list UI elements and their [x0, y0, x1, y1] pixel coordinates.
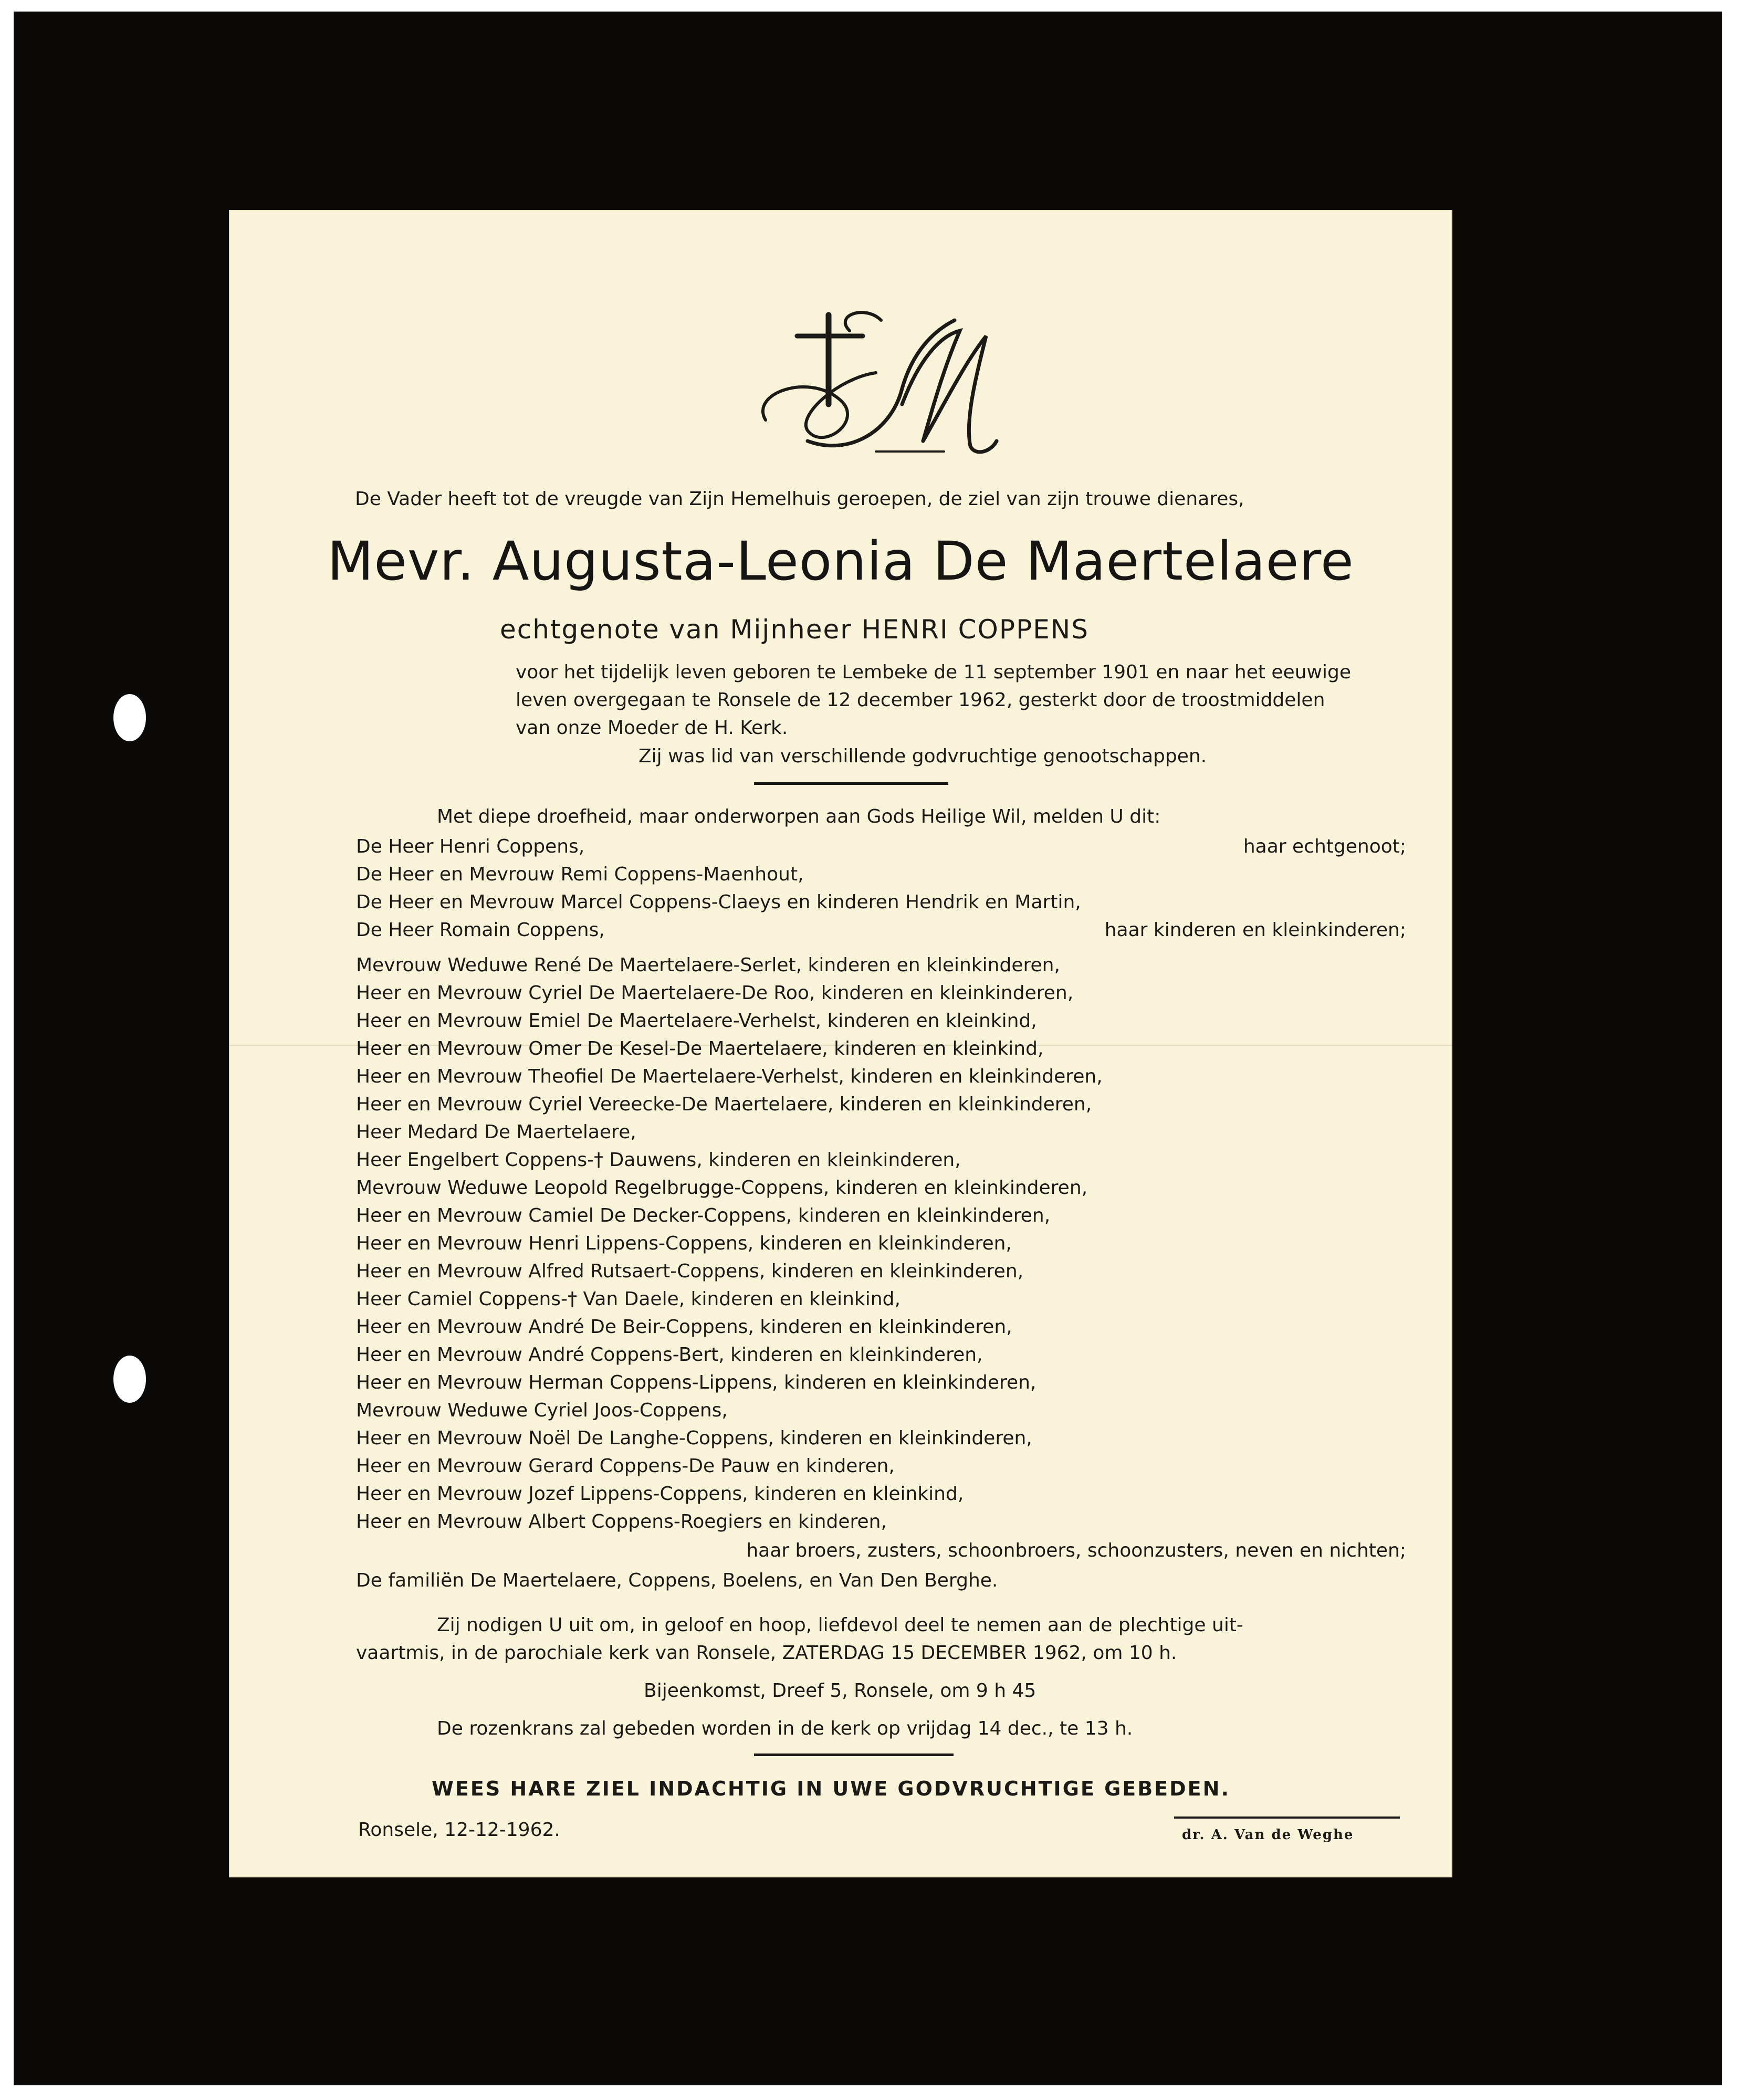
punch-hole-bottom [113, 1356, 146, 1403]
families-line: De familiën De Maertelaere, Coppens, Boelens, en Van Den Berghe. [356, 1570, 998, 1591]
invitation-line: Zij nodigen U uit om, in geloof en hoop, liefdevol deel te nemen aan de plechtige uit- [437, 1614, 1243, 1636]
relative-line: Heer Camiel Coppens-† Van Daele, kinderen en kleinkind, [356, 1288, 901, 1310]
relative-line: Heer en Mevrouw André Coppens-Bert, kinderen en kleinkinderen, [356, 1344, 983, 1366]
death-notice-card [229, 210, 1452, 1877]
relative-line: Heer en Mevrouw André De Beir-Coppens, kinderen en kleinkinderen, [356, 1316, 1012, 1338]
relative-line: Heer en Mevrouw Alfred Rutsaert-Coppens, kinderen en kleinkinderen, [356, 1261, 1024, 1282]
bio-line: leven overgegaan te Ronsele de 12 december 1962, gesterkt door de troostmiddelen [516, 689, 1325, 711]
relatives-role: haar broers, zusters, schoonbroers, schoonzusters, neven en nichten; [746, 1540, 1406, 1561]
relative-line: Heer Engelbert Coppens-† Dauwens, kinderen en kleinkinderen, [356, 1149, 961, 1171]
relative-line: Heer en Mevrouw Noël De Langhe-Coppens, kinderen en kleinkinderen, [356, 1427, 1032, 1449]
membership-line: Zij was lid van verschillende godvruchtige genootschappen. [638, 746, 1207, 767]
intro-line: De Vader heeft tot de vreugde van Zijn Hemelhuis geroepen, de ziel van zijn trouwe dienares, [355, 488, 1244, 510]
husband-line [356, 836, 1406, 857]
printer-credit: dr. A. Van de Weghe [1182, 1827, 1354, 1843]
relative-line: Heer Medard De Maertelaere, [356, 1121, 636, 1143]
relative-line: Heer en Mevrouw Albert Coppens-Roegiers en kinderen, [356, 1511, 887, 1532]
bio-line: van onze Moeder de H. Kerk. [516, 717, 788, 739]
spouse-line: echtgenote van Mijnheer HENRI COPPENS [500, 614, 1089, 645]
deceased-name: Mevr. Augusta-Leonia De Maertelaere [327, 530, 1354, 593]
announcement-line: Met diepe droefheid, maar onderworpen aan Gods Heilige Wil, melden U dit: [437, 806, 1161, 827]
relative-line: Heer en Mevrouw Omer De Kesel-De Maertelaere, kinderen en kleinkind, [356, 1038, 1044, 1059]
child-line: De Heer en Mevrouw Marcel Coppens-Claeys en kinderen Hendrik en Martin, [356, 891, 1081, 913]
divider-rule [754, 1754, 954, 1756]
child-line [356, 919, 1406, 941]
bio-line: voor het tijdelijk leven geboren te Lembeke de 11 september 1901 en naar het eeuwige [516, 662, 1351, 683]
punch-hole-top [113, 694, 146, 741]
relative-line: Heer en Mevrouw Gerard Coppens-De Pauw en kinderen, [356, 1455, 895, 1477]
rosary-line: De rozenkrans zal gebeden worden in de kerk op vrijdag 14 dec., te 13 h. [437, 1718, 1133, 1739]
relative-line: Mevrouw Weduwe René De Maertelaere-Serlet, kinderen en kleinkinderen, [356, 954, 1060, 976]
cross-monogram-emblem [745, 299, 1007, 462]
child-name: De Heer Romain Coppens, [356, 919, 605, 941]
printer-rule [1174, 1816, 1400, 1819]
relative-line: Heer en Mevrouw Camiel De Decker-Coppens, kinderen en kleinkinderen, [356, 1205, 1051, 1226]
relative-line: Heer en Mevrouw Herman Coppens-Lippens, kinderen en kleinkinderen, [356, 1372, 1036, 1393]
invitation-line: vaartmis, in de parochiale kerk van Ronsele, ZATERDAG 15 DECEMBER 1962, om 10 h. [356, 1642, 1177, 1664]
relative-line: Heer en Mevrouw Cyriel Vereecke-De Maertelaere, kinderen en kleinkinderen, [356, 1094, 1092, 1115]
husband-name: De Heer Henri Coppens, [356, 836, 585, 857]
relative-line: Heer en Mevrouw Henri Lippens-Coppens, kinderen en kleinkinderen, [356, 1233, 1012, 1254]
child-line: De Heer en Mevrouw Remi Coppens-Maenhout, [356, 864, 804, 885]
relative-line: Mevrouw Weduwe Leopold Regelbrugge-Coppens, kinderen en kleinkinderen, [356, 1177, 1088, 1199]
relative-line: Heer en Mevrouw Emiel De Maertelaere-Verhelst, kinderen en kleinkind, [356, 1010, 1037, 1032]
husband-role: haar echtgenoot; [1243, 836, 1406, 857]
relative-line: Mevrouw Weduwe Cyriel Joos-Coppens, [356, 1400, 728, 1421]
gathering-line: Bijeenkomst, Dreef 5, Ronsele, om 9 h 45 [644, 1680, 1036, 1702]
relative-line: Heer en Mevrouw Jozef Lippens-Coppens, kinderen en kleinkind, [356, 1483, 964, 1505]
divider-rule [754, 782, 948, 785]
relative-line: Heer en Mevrouw Cyriel De Maertelaere-De Roo, kinderen en kleinkinderen, [356, 982, 1074, 1004]
prayer-request: WEES HARE ZIEL INDACHTIG IN UWE GODVRUCHTIGE GEBEDEN. [432, 1777, 1230, 1800]
place-date: Ronsele, 12-12-1962. [358, 1819, 560, 1841]
children-role: haar kinderen en kleinkinderen; [1104, 919, 1406, 941]
relative-line: Heer en Mevrouw Theofiel De Maertelaere-Verhelst, kinderen en kleinkinderen, [356, 1066, 1103, 1087]
